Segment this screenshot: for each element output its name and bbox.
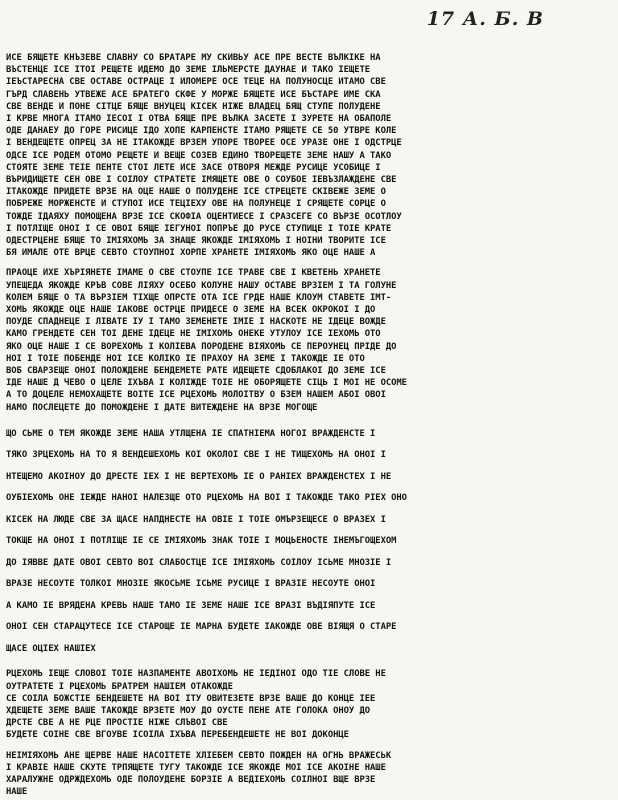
text-line: НЕІМІЯХОМЬ АНЕ ЩЕРВЕ НАШЕ НАСОІТЕТЕ ХЛІЕБЕМ СЕВТО ПОЖДЕН НА ОГНЬ ВРАЖЕСЬК: [6, 750, 392, 761]
text-line: КІСЕК НА ЛЮДЕ СВЕ ЗА ЩАСЕ НАПДНЕСТЕ НА ОВІЕ І ТОІЕ ОМЪРЗЕЩЕСЕ О ВРАЗЕХ І: [6, 514, 386, 525]
text-line: РЦЕХОМЬ ІЕЩЕ СЛОВОІ ТОІЕ НАЗПАМЕНТЕ АВОІХОМЬ НЕ ІЕДІНОІ ОДО ТІЕ СЛОВЕ НЕ: [6, 669, 386, 680]
text-line: ПОБРЕЖЕ МОРЖЕНСТЕ И СТУПОІ ИСЕ ТЕЦІЕХУ ОВЕ НА ПОЛУНЕЦЕ І СРЯЩЕТЕ СОРЦЕ О: [6, 199, 386, 210]
text-line: ЯКО ОЦЕ НАШЕ І СЕ ВОРЕХОМЬ І КОЛІЕВА ПОРОДЕНЕ ВІЯХОМЬ СЕ ПЕРОУНЕЦ ПРІДЕ ДО: [6, 341, 397, 352]
text-line: ОУТРАТЕТЕ І РЦЕХОМЬ БРАТРЕМ НАШІЕМ ОТАКОЖДЕ: [6, 681, 233, 692]
text-line: ДРСТЕ СВЕ А НЕ РЦЕ ПРОСТІЕ НІЖЕ СЛЪВОІ СВЕ: [6, 718, 228, 729]
text-line: ХДЕЩЕТЕ ЗЕМЕ ВАШЕ ТАКОЖДЕ ВРЗЕТЕ МОУ ДО ОУСТЕ ПЕНЕ АТЕ ГОЛОКА ОНОУ ДО: [6, 706, 371, 716]
text-line: ИСЕ БЯЩЕТЕ КНЪЗЕВЕ СЛАВНУ СО БРАТАРЕ МУ СКИВЬУ АСЕ ПРЕ ВЕСТЕ ВЪЛКІКЕ НА: [6, 53, 381, 63]
paragraph-4: [6, 668, 612, 741]
text-line: НАШЕ: [6, 787, 28, 798]
text-line: ОДЕ ДАНАЕУ ДО ГОРЕ РИСИЦЕ ІДО ХОПЕ КАРПЕНСТЕ ІТАМО РЯЩЕТЕ СЕ 50 УТВРЕ КОЛЕ: [6, 126, 397, 137]
paragraph-2: [6, 267, 612, 413]
text-line: ІДЕ НАШЕ Д ЧЕВО О ЦЕЛЕ ІХЪВА І КОЛІЖДЕ ТОІЕ НЕ ОБОРЯЩЕТЕ СІЦЬ І МОІ НЕ ОСОМЕ: [6, 378, 407, 389]
text-line: ТОЖДЕ ІДАЯХУ ПОМОЩЕНА ВРЗЕ ІСЕ СКОФІА ОЦЕНТИЕСЕ І СРАЗСЕГЕ СО ВЪРЗЕ ОСОТЛОУ: [6, 211, 402, 222]
text-line: І КРАВІЕ НАШЕ СКУТЕ ТРПЯЩЕТЕ ТУГУ ТАКОЖДЕ ІСЕ ЯКОЖДЕ МОІ ІСЕ АКОІНЕ НАШЕ: [6, 762, 386, 773]
page-mark: 17 А. Б. В: [426, 8, 544, 30]
text-line: КАМО ГРЕНДЕТЕ СЕН ТОІ ДЕНЕ ІДЕЦЕ НЕ ІМІХОМЬ ОНЕКЕ УТУЛОУ ІСЕ ІЕХОМЬ ОТО: [6, 329, 381, 340]
text-line: НАМО ПОСЛЕЦЕТЕ ДО ПОМОЖДЕНЕ І ДАТЕ ВИТЕЖДЕНЕ НА ВРЗЕ МОГОЩЕ: [6, 402, 318, 413]
text-line: ОНОІ СЕН СТАРАЦУТЕСЕ ІСЕ СТАРОЩЕ ІЕ МАРНА БУДЕТЕ ІАКОЖДЕ ОВЕ ВІЯЩЯ О СТАРЕ: [6, 622, 397, 633]
text-line: ЩО СЬМЕ О ТЕМ ЯКОЖДЕ ЗЕМЕ НАША УТЛЩЕНА ІЕ СПАТНІЕМА НОГОІ ВРАЖДЕНСТЕ І: [6, 428, 376, 439]
text-line: БЯ ИМАЛЕ ОТЕ ВРЦЕ СЕВТО СТОУПНОІ ХОРПЕ ХРАНЕТЕ ІМІЯХОМЬ ЯКО ОЦЕ НАШЕ А: [6, 248, 376, 259]
text-line: СЕ СОІЛА БОЖСТІЕ БЕНДЕШЕТЕ НА ВОІ ІТУ ОВИТЕЗЕТЕ ВРЗЕ ВАШЕ ДО КОНЦЕ ІЕЕ: [6, 693, 376, 704]
text-line: СВЕ ВЕНДЕ И ПОНЕ СІТЦЕ БЯЩЕ ВНУЦЕЦ КІСЕК НІЖЕ ВЛАДЕЦ БЯЩ СТУПЕ ПОЛУДЕНЕ: [6, 101, 381, 112]
paragraph-5: [6, 750, 612, 799]
paragraph-3: [6, 424, 612, 661]
text-line: НТЕЩЕМО АКОІНОУ ДО ДРЕСТЕ ІЕХ І НЕ ВЕРТЕХОМЬ ІЕ О РАНІЕХ ВРАЖДЕНСТЕХ І НЕ: [6, 471, 392, 482]
body-text: [6, 52, 612, 798]
text-line: ІЕЪСТАРЕСНА СВЕ ОСТАВЕ ОСТРАЦЕ І ИЛОМЕРЕ ОСЕ ТЕЦЕ НА ПОЛУНОСЦЕ ИТАМО СВЕ: [6, 77, 386, 88]
text-line: ІТАКОЖДЕ ПРИДЕТЕ ВРЗЕ НА ОЦЕ НАШЕ О ПОЛУДЕНЕ ІСЕ СТРЕЦЕТЕ СКІВЕЖЕ ЗЕМЕ О: [6, 187, 386, 198]
text-line: А ТО ДОЦЕЛЕ НЕМОХАЩЕТЕ ВОІТЕ ІСЕ РЦЕХОМЬ МОЛОІТВУ О БЗЕМ НАШЕМ АБОІ ОВОІ: [6, 390, 386, 401]
text-line: І ПОТЛІЩЕ ОНОІ І СЕ ОВОІ БЯЩЕ ІЕГУНОІ ПОПРЪЕ ДО РУСЕ СТУПИЦЕ І ТОІЕ КРАТЕ: [6, 223, 392, 234]
text-line: І КРВЕ МНОГА ІТАМО ІЕСОІ І ОТВА БЯЩЕ ПРЕ ВЪЛКА ЗАСЕТЕ І ЗУРЕТЕ НА ОБАПОЛЕ: [6, 114, 392, 125]
paragraph-1: [6, 52, 612, 259]
text-line: ВРАЗЕ НЕСОУТЕ ТОЛКОІ МНОЗІЕ ЯКОСЬМЕ ІСЬМЕ РУСИЦЕ І ВРАЗІЕ НЕСОУТЕ ОНОІ: [6, 579, 376, 590]
text-line: ВЪСТЕНЦЕ ІСЕ ІТОІ РЕЩЕТЕ ИДЕМО ДО ЗЕМЕ ІЛЬМЕРСТЕ ДАУНАЕ И ТАКО ІЕЩЕТЕ: [6, 65, 371, 76]
text-line: ОДЕСТРЦЕНЕ БЯЩЕ ТО ІМІЯХОМЬ ЗА ЗНАЩЕ ЯКОЖДЕ ІМІЯХОМЬ І НОІНИ ТВОРИТЕ ІСЕ: [6, 236, 386, 247]
text-line: ТЯКО ЗРЦЕХОМЬ НА ТО Я ВЕНДЕШЕХОМЬ КОІ ОКОЛОІ СВЕ І НЕ ТИЩЕХОМЬ НА ОНОІ І: [6, 450, 386, 461]
text-line: ОУБІЕХОМЬ ОНЕ ІЕЖДЕ НАНОІ НАЛЕЗЩЕ ОТО РЦЕХОМЬ НА ВОІ І ТАКОЖДЕ ТАКО РІЕХ ОНО: [6, 493, 407, 504]
text-line: НОІ І ТОІЕ ПОБЕНДЕ НОІ ІСЕ КОЛІКО ІЕ ПРАХОУ НА ЗЕМЕ І ТАКОЖДЕ ІЕ ОТО: [6, 353, 365, 364]
text-line: ВЪРИДИЩЕТЕ СЕН ОВЕ І СОІЛОУ СТРАТЕТЕ ІМЯЩЕТЕ ОВЕ О СОУБОЕ ІЕВЪЗЛАЖДЕНЕ СВЕ: [6, 175, 397, 186]
text-line: ОДСЕ ІСЕ РОДЕМ ОТОМО РЕЩЕТЕ И ВЕЩЕ СОЗЕВ ЕДИНО ТВОРЕЩЕТЕ ЗЕМЕ НАШУ А ТАКО: [6, 150, 392, 161]
text-line: ХОМЬ ЯКОЖДЕ ОЦЕ НАШЕ ІАКОВЕ ОСТРЦЕ ПРИДЕСЕ О ЗЕМЕ НА ВСЕК ОКРОКОІ І ДО: [6, 305, 376, 316]
text-line: ЩАСЕ ОЦІЕХ НАШІЕХ: [6, 643, 96, 654]
text-line: ТОКЩЕ НА ОНОІ І ПОТЛІЩЕ ІЕ СЕ ІМІЯХОМЬ ЗНАК ТОІЕ І МОЦЬЕНОСТЕ ІНЕМЪГОЩЕХОМ: [6, 536, 397, 547]
text-line: ХАРАЛУЖНЕ ОДРЖДЕХОМЬ ОДЕ ПОЛОУДЕНЕ БОРЗІЕ А ВЕДІЕХОМЬ СОІЛНОІ ВЩЕ ВРЗЕ: [6, 775, 376, 786]
text-line: ДО ІЯВВЕ ДАТЕ ОВОІ СЕВТО ВОІ СЛАБОСТЦЕ ІСЕ ІМІЯХОМЬ СОІЛОУ ІСЬМЕ МНОЗІЕ І: [6, 557, 392, 568]
text-line: КОЛЕМ БЯЩЕ О ТА ВЪРЗІЕМ ТІХЩЕ ОПРСТЕ ОТА ІСЕ ГРДЕ НАШЕ КЛОУМ СТАВЕТЕ ІМТ-: [6, 292, 392, 303]
text-line: ПРАОЦЕ ИХЕ ХЪРІЯНЕТЕ ІМАМЕ О СВЕ СТОУПЕ ІСЕ ТРАВЕ СВЕ І КВЕТЕНЬ ХРАНЕТЕ: [6, 268, 381, 279]
text-line: УПЕЩЕДА ЯКОЖДЕ КРЪВ СОВЕ ЛІЯХУ ОСЕБО КОЛУНЕ НАШУ ОСТАВЕ ВРЗІЕМ І ТА ГОЛУНЕ: [6, 280, 397, 291]
text-line: БУДЕТЕ СОІНЕ СВЕ ВГОУВЕ ІСОІЛА ІХЪВА ПЕРЕБЕНДЕШЕТЕ НЕ ВОІ ДОКОНЦЕ: [6, 730, 349, 741]
text-line: ВОБ СВАРЗЕЩЕ ОНОІ ПОЛОЖДЕНЕ БЕНДЕМЕТЕ РАТЕ ИДЕЩЕТЕ СДОБЛАКОІ ДО ЗЕМЕ ІСЕ: [6, 366, 386, 377]
text-line: ПОУДЕ СПАДНЕЦЕ І ЛІВАТЕ ІУ І ТАМО ЗЕМЕНЕТЕ ІМІЕ І НАСКОТЕ НЕ ІДЕЦЕ ВОЖДЕ: [6, 317, 386, 328]
text-line: А КАМО ІЕ ВРЯДЕНА КРЕВЬ НАШЕ ТАМО ІЕ ЗЕМЕ НАШЕ ІСЕ ВРАЗІ ВЪДІЯПУТЕ ІСЕ: [6, 600, 376, 611]
text-line: СТОЯТЕ ЗЕМЕ ТЕІЕ ПЕНТЕ СТОІ ЛЕТЕ ИСЕ ЗАСЕ ОТВОРЯ МЕЖДЕ РУСИЦЕ УСОБИЦЕ І: [6, 162, 381, 173]
text-line: І ВЕНДЕЩЕТЕ ОПРЕЦ ЗА НЕ ІТАКОЖДЕ ВРЗЕМ УПОРЕ ТВОРЕЕ ОСЕ УРАЗЕ ОНЕ І ОДСТРЦЕ: [6, 138, 402, 149]
text-line: ГЪРД СЛАВЕНЬ УТВЕЖЕ АСЕ БРАТЕГО СКФЕ У МОРЖЕ БЯЩЕТЕ ИСЕ БЪСТАРЕ ИМЕ СКА: [6, 89, 381, 100]
